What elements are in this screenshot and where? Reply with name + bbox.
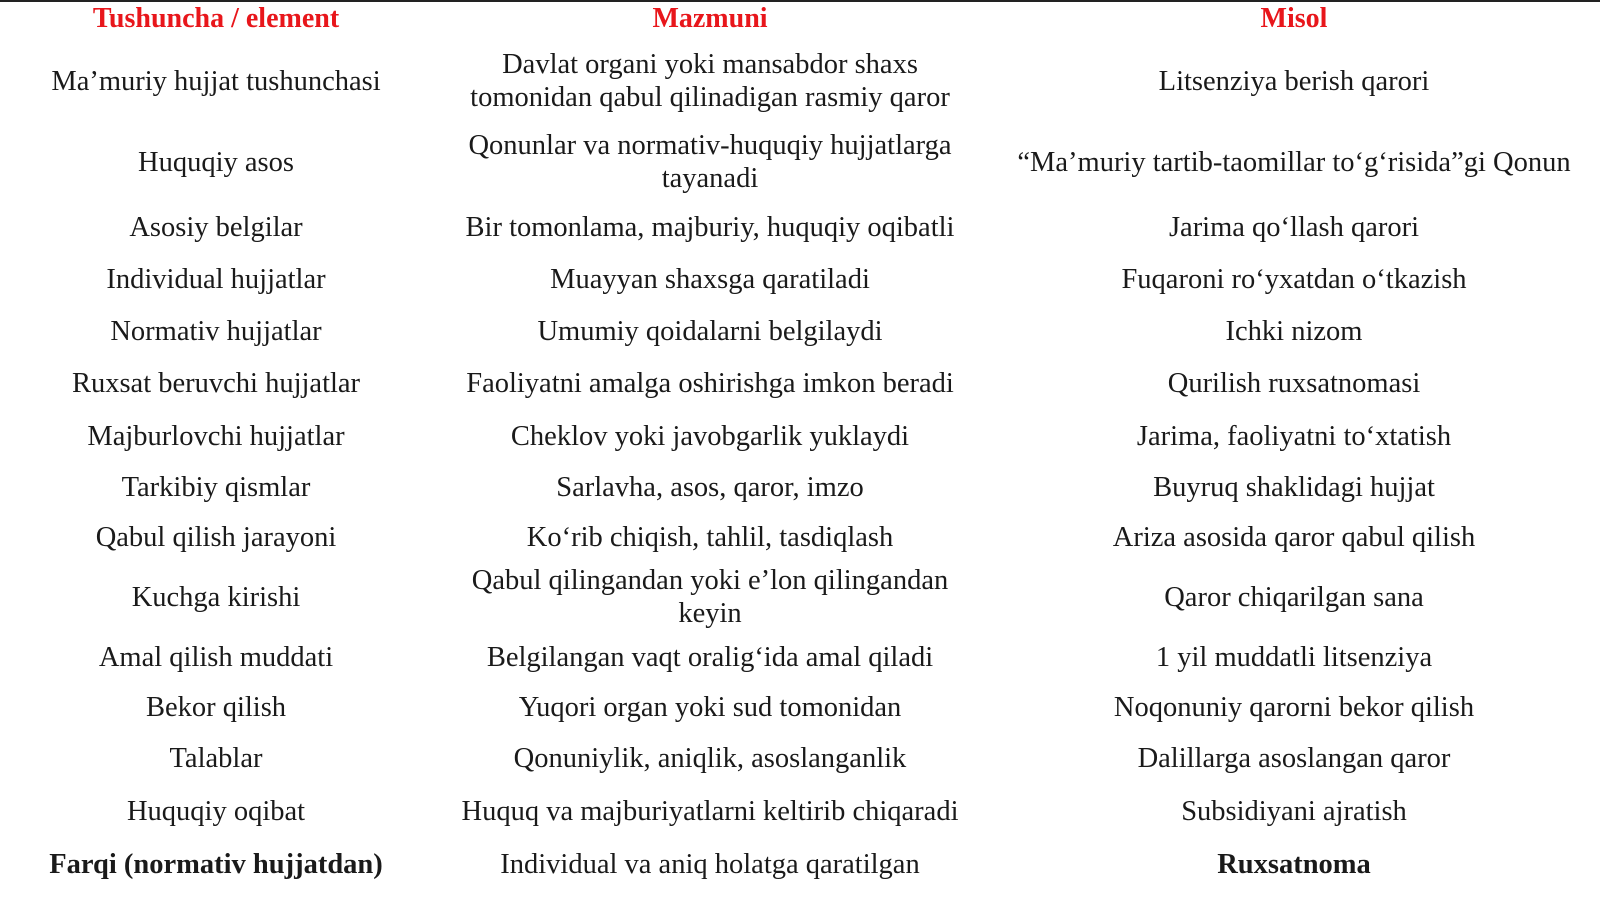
- cell-meaning: Ko‘rib chiqish, tahlil, tasdiqlash: [526, 522, 894, 553]
- cell-meaning: Bir tomonlama, majburiy, huquqiy oqibatli: [465, 211, 955, 243]
- header-meaning: Mazmuni: [652, 3, 768, 34]
- cell-concept: Majburlovchi hujjatlar: [87, 421, 345, 452]
- cell-concept: Ma’muriy hujjat tushunchasi: [51, 65, 381, 97]
- cell-example: Litsenziya berish qarori: [1158, 65, 1430, 97]
- cell-concept: Asosiy belgilar: [129, 211, 303, 243]
- table-row: [0, 252, 1600, 307]
- cell-meaning: Faoliyatni amalga oshirishga imkon beradi: [466, 367, 954, 399]
- cell-meaning: Umumiy qoidalarni belgilaydi: [537, 316, 883, 347]
- cell-meaning: Cheklov yoki javobgarlik yuklaydi: [510, 421, 910, 452]
- cell-meaning: Yuqori organ yoki sud tomonidan: [518, 692, 902, 723]
- cell-concept: Amal qilish muddati: [98, 641, 334, 673]
- cell-concept: Bekor qilish: [145, 692, 287, 723]
- cell-concept: Kuchga kirishi: [131, 581, 301, 613]
- cell-example: Noqonuniy qarorni bekor qilish: [1113, 692, 1475, 723]
- cell-example: 1 yil muddatli litsenziya: [1155, 641, 1433, 673]
- cell-example: Qaror chiqarilgan sana: [1164, 581, 1424, 613]
- table-row: [0, 122, 1600, 202]
- table-row: [0, 784, 1600, 838]
- table-row: [0, 40, 1600, 122]
- cell-example: Ruxsatnoma: [1217, 848, 1371, 880]
- cell-example: Dalillarga asoslangan qaror: [1137, 742, 1451, 774]
- cell-concept: Normativ hujjatlar: [110, 316, 322, 347]
- table-row: [0, 838, 1600, 890]
- cell-concept: Farqi (normativ hujjatdan): [49, 848, 383, 880]
- table-row: [0, 683, 1600, 732]
- cell-meaning: Davlat organi yoki mansabdor shaxs tomonidan qabul qilinadigan rasmiy qaror: [470, 49, 950, 113]
- table-header-row: [0, 0, 1600, 40]
- table-row: [0, 563, 1600, 631]
- cell-example: Fuqaroni ro‘yxatdan o‘tkazish: [1121, 264, 1467, 295]
- table-row: [0, 732, 1600, 784]
- cell-meaning: Qonunlar va normativ-huquqiy hujjatlarga tayanadi: [468, 130, 952, 194]
- header-concept: Tushuncha / element: [92, 3, 340, 34]
- cell-concept: Huquqiy oqibat: [126, 795, 306, 827]
- cell-concept: Individual hujjatlar: [106, 264, 326, 295]
- cell-meaning: Individual va aniq holatga qaratilgan: [500, 848, 920, 880]
- cell-example: Jarima, faoliyatni to‘xtatish: [1136, 421, 1452, 452]
- cell-meaning: Sarlavha, asos, qaror, imzo: [556, 472, 864, 503]
- cell-meaning: Qonuniylik, aniqlik, asoslanganlik: [513, 742, 907, 774]
- cell-example: Ichki nizom: [1225, 316, 1363, 347]
- table-row: [0, 512, 1600, 563]
- cell-example: Jarima qo‘llash qarori: [1168, 211, 1420, 243]
- cell-example: Qurilish ruxsatnomasi: [1167, 367, 1421, 399]
- cell-example: Ariza asosida qaror qabul qilish: [1112, 522, 1476, 553]
- cell-concept: Qabul qilish jarayoni: [95, 522, 337, 553]
- cell-example: Subsidiyani ajratish: [1181, 795, 1407, 827]
- cell-example: “Ma’muriy tartib-taomillar to‘g‘risida”gi Qonun: [1017, 146, 1571, 178]
- table-row: [0, 631, 1600, 683]
- table-row: [0, 410, 1600, 463]
- cell-meaning: Belgilangan vaqt oralig‘ida amal qiladi: [486, 641, 934, 673]
- header-example: Misol: [1260, 3, 1328, 34]
- table-row: [0, 202, 1600, 252]
- cell-concept: Talablar: [169, 742, 263, 774]
- table-row: [0, 463, 1600, 512]
- table-row: [0, 356, 1600, 410]
- cell-concept: Huquqiy asos: [138, 146, 294, 178]
- table-row: [0, 307, 1600, 356]
- cell-meaning: Huquq va majburiyatlarni keltirib chiqaradi: [461, 795, 959, 827]
- cell-example: Buyruq shaklidagi hujjat: [1153, 472, 1435, 503]
- cell-meaning: Muayyan shaxsga qaratiladi: [550, 264, 870, 295]
- cell-concept: Ruxsat beruvchi hujjatlar: [71, 367, 361, 399]
- cell-meaning: Qabul qilingandan yoki e’lon qilingandan keyin: [471, 565, 949, 629]
- cell-concept: Tarkibiy qismlar: [121, 472, 311, 503]
